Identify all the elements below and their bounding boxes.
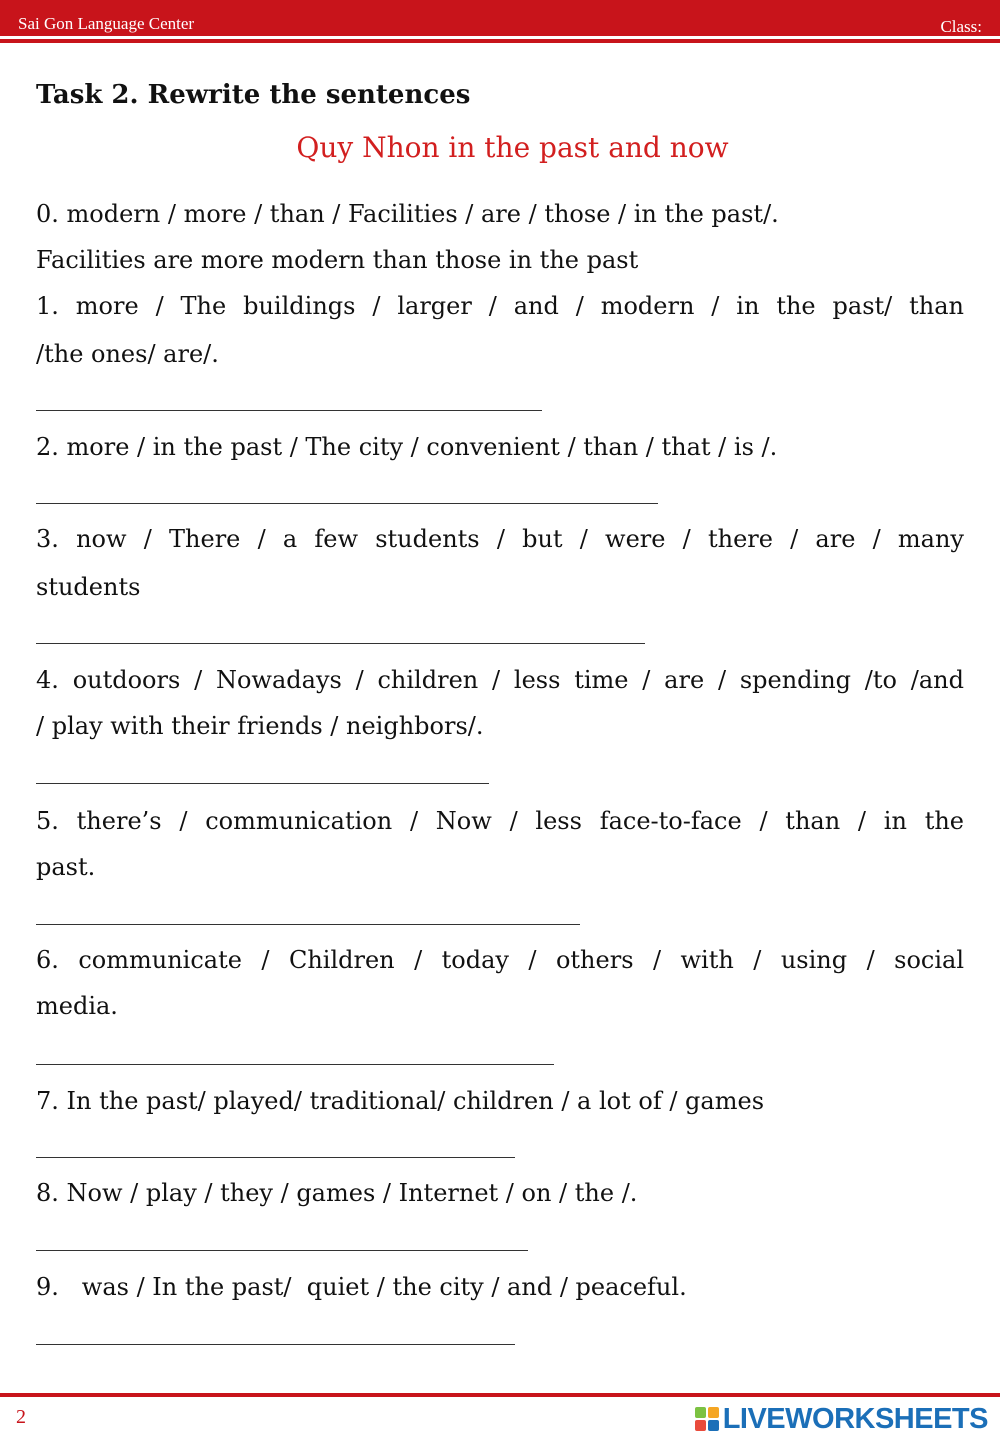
liveworksheets-logo-icon: [695, 1407, 719, 1431]
answer-line-6[interactable]: [36, 1064, 554, 1065]
question-9-line-1: 9. was / In the past/ quiet / the city / and / peaceful.: [36, 1273, 687, 1301]
task-title: Task 2. Rewrite the sentences: [36, 80, 471, 110]
answer-line-3[interactable]: [36, 643, 645, 644]
page-header: [0, 0, 1000, 36]
brand-name: LIVEWORKSHEETS: [722, 1402, 988, 1435]
center-name: Sai Gon Language Center: [18, 14, 195, 33]
question-6-line-2: media.: [36, 992, 118, 1020]
question-7-line-1: 7. In the past/ played/ traditional/ children / a lot of / games: [36, 1087, 765, 1115]
header-divider: [0, 39, 1000, 43]
class-label: Class:: [940, 17, 982, 36]
answer-line-8[interactable]: [36, 1250, 528, 1251]
question-1-line-2: /the ones/ are/.: [36, 340, 219, 368]
question-5-line-2: past.: [36, 853, 96, 881]
question-4-line-1: 4. outdoors / Nowadays / children / less time / are / spending /to /and: [36, 666, 964, 694]
example-prompt: 0. modern / more / than / Facilities / are / those / in the past/.: [36, 200, 779, 228]
question-3-line-2: students: [36, 573, 141, 601]
answer-line-7[interactable]: [36, 1157, 515, 1158]
answer-line-9[interactable]: [36, 1344, 515, 1345]
worksheet-subtitle: Quy Nhon in the past and now: [296, 131, 729, 164]
liveworksheets-logo: [695, 1402, 988, 1436]
answer-line-4[interactable]: [36, 783, 489, 784]
answer-line-5[interactable]: [36, 924, 580, 925]
question-5-line-1: 5. there’s / communication / Now / less face-to-face / than / in the: [36, 807, 964, 835]
question-2-line-1: 2. more / in the past / The city / convenient / than / that / is /.: [36, 433, 778, 461]
question-4-line-2: / play with their friends / neighbors/.: [36, 712, 484, 740]
footer-divider: [0, 1393, 1000, 1397]
question-3-line-1: 3. now / There / a few students / but / were / there / are / many: [36, 525, 964, 553]
question-8-line-1: 8. Now / play / they / games / Internet / on / the /.: [36, 1179, 638, 1207]
question-1-line-1: 1. more / The buildings / larger / and / modern / in the past/ than: [36, 292, 964, 320]
example-answer: Facilities are more modern than those in the past: [36, 246, 639, 274]
answer-line-1[interactable]: [36, 410, 542, 411]
question-6-line-1: 6. communicate / Children / today / others / with / using / social: [36, 946, 964, 974]
answer-line-2[interactable]: [36, 503, 658, 504]
page-number: 2: [16, 1406, 26, 1428]
